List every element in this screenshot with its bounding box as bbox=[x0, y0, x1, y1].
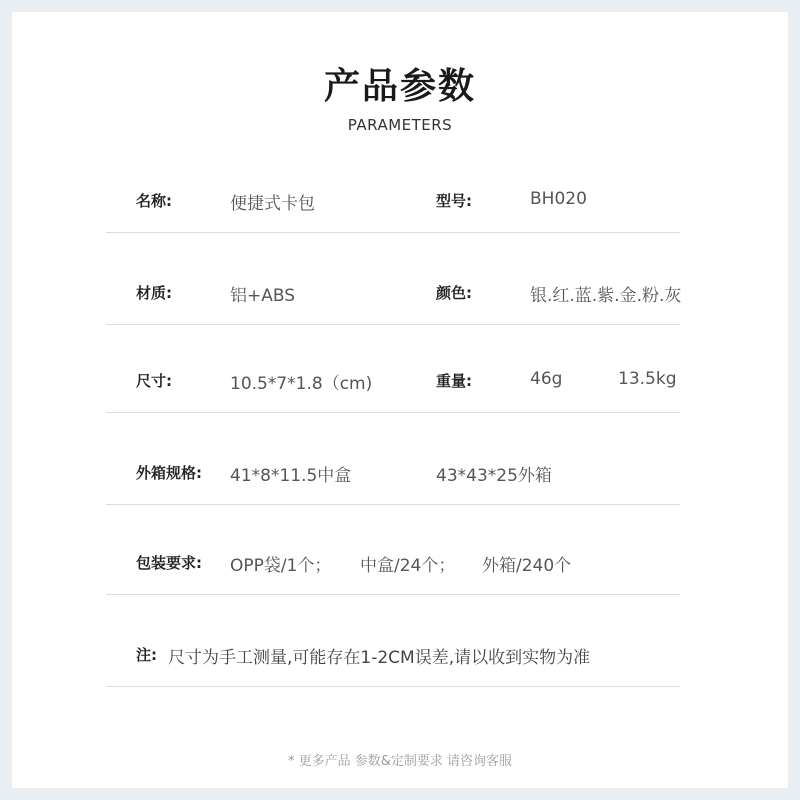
name-label: 名称: bbox=[136, 192, 172, 210]
weight-label: 重量: bbox=[436, 372, 472, 390]
carton-outer-value: 43*43*25外箱 bbox=[436, 466, 552, 486]
param-row-carton bbox=[106, 442, 680, 505]
carton-middle-value: 41*8*11.5中盒 bbox=[230, 466, 352, 486]
material-value: 铝+ABS bbox=[230, 286, 296, 306]
size-label: 尺寸: bbox=[136, 372, 172, 390]
packing-middle-value: 中盒/24个； bbox=[360, 556, 456, 576]
weight-box-value: 13.5kg bbox=[618, 369, 677, 389]
param-row-size-weight bbox=[106, 350, 680, 413]
name-value: 便捷式卡包 bbox=[230, 194, 315, 214]
packing-opp-value: OPP袋/1个； bbox=[230, 556, 332, 576]
param-row-name-model bbox=[106, 170, 680, 233]
model-label: 型号: bbox=[436, 192, 472, 210]
param-row-material-color bbox=[106, 262, 680, 325]
color-value: 银.红.蓝.紫.金.粉.灰 bbox=[530, 286, 682, 306]
weight-unit-value: 46g bbox=[530, 369, 563, 389]
param-row-note bbox=[106, 624, 680, 687]
packing-outer-value: 外箱/240个 bbox=[482, 556, 572, 576]
param-row-packing bbox=[106, 532, 680, 595]
note-label: 注: bbox=[136, 646, 157, 664]
page-subtitle: PARAMETERS bbox=[347, 116, 453, 134]
footer-note: * 更多产品 参数&定制要求 请咨询客服 bbox=[287, 754, 513, 769]
color-label: 颜色: bbox=[436, 284, 472, 302]
carton-label: 外箱规格: bbox=[136, 464, 202, 482]
note-value: 尺寸为手工测量,可能存在1-2CM误差,请以收到实物为准 bbox=[168, 648, 591, 668]
size-value: 10.5*7*1.8（cm) bbox=[230, 374, 373, 394]
model-value: BH020 bbox=[530, 189, 587, 209]
material-label: 材质: bbox=[136, 284, 172, 302]
page-title: 产品参数 bbox=[323, 66, 476, 107]
packing-label: 包装要求: bbox=[136, 554, 202, 572]
